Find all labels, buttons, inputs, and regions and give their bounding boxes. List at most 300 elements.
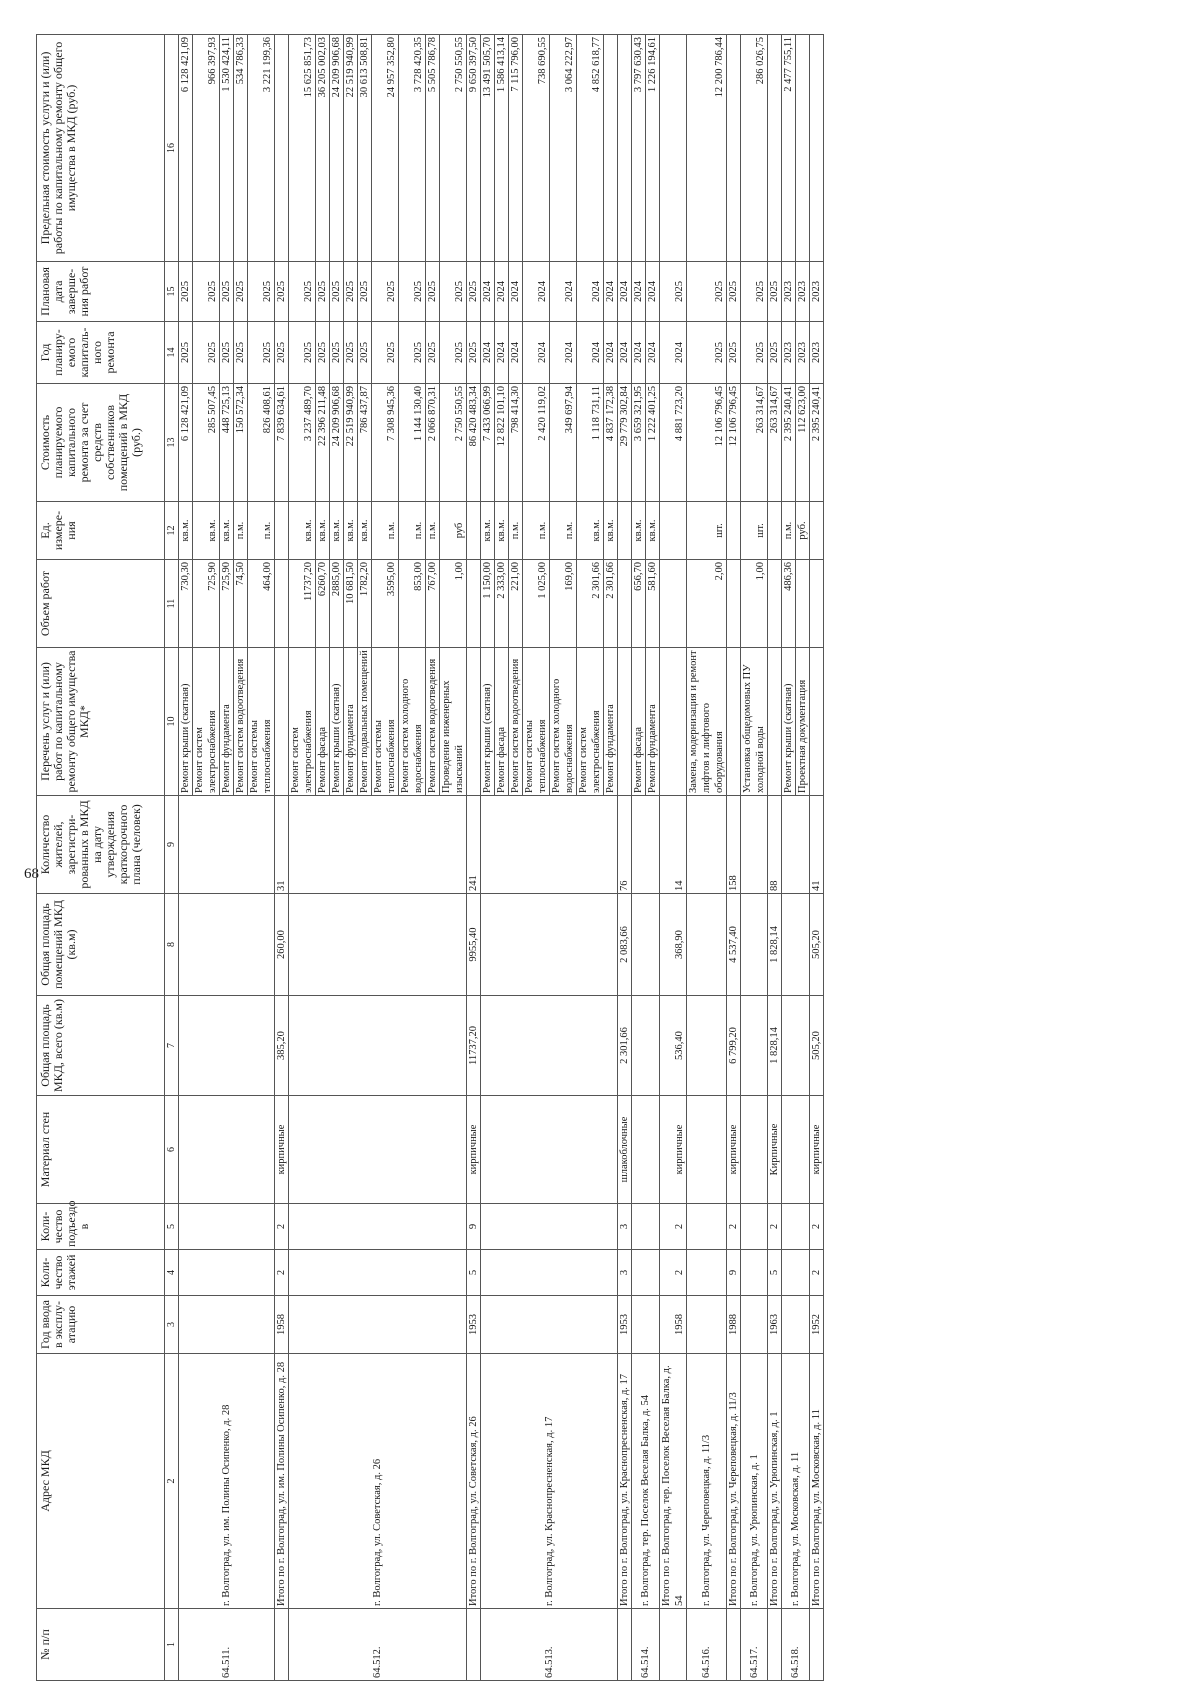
work-year: 2025 (179, 322, 193, 384)
floors-count: 2 (810, 1250, 824, 1296)
work-cost: 786 437,87 (358, 384, 372, 502)
column-header: Ед. измере-ния (37, 502, 165, 560)
wall-material: кирпичные (275, 1096, 289, 1204)
work-cost: 1 118 731,11 (577, 384, 604, 502)
empty-cell (467, 502, 481, 560)
row-number: 64.518. (782, 1609, 810, 1681)
work-limit-cost: 3 797 630,43 (632, 35, 646, 262)
empty-cell (687, 796, 727, 894)
work-limit-cost: 24 957 352,80 (372, 35, 399, 262)
work-name: Ремонт крыши (скатная) (330, 648, 344, 796)
work-name: Проведение инженерных изысканий (440, 648, 467, 796)
address: г. Волгоград, тер. Поселок Веселая Балка, д. 54 (632, 1354, 660, 1609)
empty-cell (179, 1296, 275, 1354)
entrances-count: 2 (727, 1204, 741, 1250)
work-completion-date: 2025 (358, 262, 372, 322)
header-row (37, 35, 165, 1681)
work-cost: 448 725,13 (220, 384, 234, 502)
work-quantity: 2,00 (687, 560, 727, 648)
work-unit: кв.м. (646, 502, 660, 560)
work-limit-cost: 24 209 906,68 (330, 35, 344, 262)
premises-area: 2 083,66 (618, 894, 632, 996)
work-cost: 24 209 906,68 (330, 384, 344, 502)
work-quantity: 853,00 (399, 560, 426, 648)
premises-area: 368,90 (660, 894, 687, 996)
empty-cell (481, 796, 618, 894)
work-quantity: 3595,00 (372, 560, 399, 648)
empty-cell (782, 996, 810, 1096)
floors-count: 3 (618, 1250, 632, 1296)
work-year: 2024 (509, 322, 523, 384)
total-completion-date: 2025 (768, 262, 782, 322)
work-unit: кв.м. (577, 502, 604, 560)
work-quantity: 1782,20 (358, 560, 372, 648)
work-unit: кв.м. (179, 502, 193, 560)
empty-cell (727, 560, 741, 648)
empty-cell (741, 1204, 768, 1250)
work-completion-date: 2024 (481, 262, 495, 322)
residents-count: 31 (275, 796, 289, 894)
work-completion-date: 2025 (193, 262, 220, 322)
row-number: 64.511. (179, 1609, 275, 1681)
work-year: 2025 (248, 322, 275, 384)
work-quantity: 11737,20 (289, 560, 316, 648)
empty-cell (632, 1296, 660, 1354)
total-row (727, 35, 741, 1681)
column-header: Перечень услуг и (или) работ по капитальному ремонту общего имущества МКД* (37, 648, 165, 796)
work-unit: кв.м. (632, 502, 646, 560)
work-unit: руб (440, 502, 467, 560)
column-number: 13 (165, 384, 179, 502)
empty-cell (289, 894, 467, 996)
work-quantity: 725,90 (220, 560, 234, 648)
work-year: 2025 (741, 322, 768, 384)
total-label: Итого по г. Волгоград, ул. Краснопресненская, д. 17 (618, 1354, 632, 1609)
work-row (179, 35, 193, 1681)
work-quantity: 1 150,00 (481, 560, 495, 648)
work-year: 2025 (234, 322, 248, 384)
empty-cell (467, 1609, 481, 1681)
work-cost: 349 697,94 (550, 384, 577, 502)
work-limit-cost: 3 728 420,35 (399, 35, 426, 262)
column-header: Год ввода в эксплу-атацию (37, 1296, 165, 1354)
table-body (179, 35, 824, 1681)
work-completion-date: 2025 (179, 262, 193, 322)
column-number: 14 (165, 322, 179, 384)
total-completion-date: 2025 (275, 262, 289, 322)
work-name: Ремонт систем электроснабжения (193, 648, 220, 796)
work-limit-cost: 3 064 222,97 (550, 35, 577, 262)
empty-cell (467, 648, 481, 796)
empty-cell (179, 796, 275, 894)
work-name: Ремонт системы теплоснабжения (248, 648, 275, 796)
work-limit-cost: 2 477 755,11 (782, 35, 796, 262)
total-label: Итого по г. Волгоград, ул. Урюпинская, д. 1 (768, 1354, 782, 1609)
work-completion-date: 2023 (796, 262, 810, 322)
work-year: 2024 (577, 322, 604, 384)
work-cost: 826 408,61 (248, 384, 275, 502)
page-number: 68 (24, 866, 39, 882)
total-row (660, 35, 687, 1681)
total-year: 2024 (660, 322, 687, 384)
column-header: № п/п (37, 1609, 165, 1681)
work-completion-date: 2025 (399, 262, 426, 322)
total-row (467, 35, 481, 1681)
work-quantity: 10 681,50 (344, 560, 358, 648)
work-cost: 3 237 489,70 (289, 384, 316, 502)
row-number: 64.517. (741, 1609, 768, 1681)
residents-count: 76 (618, 796, 632, 894)
work-quantity: 464,00 (248, 560, 275, 648)
work-year: 2025 (440, 322, 467, 384)
empty-cell (687, 1250, 727, 1296)
entrances-count: 9 (467, 1204, 481, 1250)
column-number: 10 (165, 648, 179, 796)
work-limit-cost: 1 530 424,11 (220, 35, 234, 262)
work-completion-date: 2023 (782, 262, 796, 322)
work-unit: п.м. (372, 502, 399, 560)
work-completion-date: 2025 (372, 262, 399, 322)
work-year: 2023 (796, 322, 810, 384)
work-unit: п.м. (234, 502, 248, 560)
total-year: 2024 (618, 322, 632, 384)
work-quantity: 730,30 (179, 560, 193, 648)
work-unit: кв.м. (358, 502, 372, 560)
work-limit-cost: 534 786,33 (234, 35, 248, 262)
wall-material: кирпичные (810, 1096, 824, 1204)
work-year: 2024 (646, 322, 660, 384)
work-name: Установка общедомовых ПУ холодной воды (741, 648, 768, 796)
entrances-count: 2 (810, 1204, 824, 1250)
work-year: 2025 (220, 322, 234, 384)
empty-cell (727, 648, 741, 796)
empty-cell (632, 1096, 660, 1204)
empty-cell (810, 1609, 824, 1681)
total-limit-cost (768, 35, 782, 262)
column-number: 16 (165, 35, 179, 262)
work-quantity: 581,60 (646, 560, 660, 648)
empty-cell (782, 894, 810, 996)
empty-cell (618, 502, 632, 560)
wall-material: шлакоблочные (618, 1096, 632, 1204)
total-area: 6 799,20 (727, 996, 741, 1096)
entrances-count: 3 (618, 1204, 632, 1250)
work-year: 2024 (495, 322, 509, 384)
work-unit: кв.м. (193, 502, 220, 560)
work-cost: 22 519 940,99 (344, 384, 358, 502)
total-label: Итого по г. Волгоград, ул. Череповецкая, д. 11/3 (727, 1354, 741, 1609)
empty-cell (289, 996, 467, 1096)
work-limit-cost: 4 852 618,77 (577, 35, 604, 262)
work-completion-date: 2024 (495, 262, 509, 322)
work-limit-cost: 1 586 413,14 (495, 35, 509, 262)
work-cost: 1 144 130,40 (399, 384, 426, 502)
column-header: Объем работ (37, 560, 165, 648)
entrances-count: 2 (660, 1204, 687, 1250)
total-label: Итого по г. Волгоград, ул. Советская, д. 26 (467, 1354, 481, 1609)
address: г. Волгоград, ул. Советская, д. 26 (289, 1354, 467, 1609)
column-number: 12 (165, 502, 179, 560)
total-row (768, 35, 782, 1681)
work-year: 2025 (687, 322, 727, 384)
work-unit: п.м. (509, 502, 523, 560)
work-name: Ремонт фундамента (344, 648, 358, 796)
entrances-count: 2 (275, 1204, 289, 1250)
empty-cell (687, 1096, 727, 1204)
work-cost: 7 308 945,36 (372, 384, 399, 502)
floors-count: 2 (275, 1250, 289, 1296)
build-year: 1958 (660, 1296, 687, 1354)
address: г. Волгоград, ул. им. Полины Осипенко, д. 28 (179, 1354, 275, 1609)
work-unit: кв.м. (289, 502, 316, 560)
work-unit: кв.м. (481, 502, 495, 560)
work-name: Ремонт крыши (скатная) (782, 648, 796, 796)
work-name: Ремонт фасада (632, 648, 646, 796)
empty-cell (275, 648, 289, 796)
column-number: 2 (165, 1354, 179, 1609)
work-quantity: 6260,70 (316, 560, 330, 648)
work-limit-cost: 966 397,93 (193, 35, 220, 262)
work-name: Ремонт фасада (495, 648, 509, 796)
empty-cell (687, 996, 727, 1096)
empty-cell (179, 1096, 275, 1204)
premises-area: 4 537,40 (727, 894, 741, 996)
work-completion-date: 2025 (741, 262, 768, 322)
work-quantity: 656,70 (632, 560, 646, 648)
work-year: 2025 (289, 322, 316, 384)
column-header: Количество жителей, зарегистри-рованных в МКД на дату утверждения краткосрочного плана (человек) (37, 796, 165, 894)
total-limit-cost (275, 35, 289, 262)
empty-cell (687, 1204, 727, 1250)
work-year: 2025 (358, 322, 372, 384)
work-limit-cost: 12 200 786,44 (687, 35, 727, 262)
work-name: Ремонт систем водоотведения (509, 648, 523, 796)
work-cost: 4 837 172,38 (604, 384, 618, 502)
work-cost: 1 222 401,25 (646, 384, 660, 502)
total-row (275, 35, 289, 1681)
total-area: 536,40 (660, 996, 687, 1096)
column-header: Стоимость планируемого капитального ремонта за счет средств собственников помещений в МКД (руб.) (37, 384, 165, 502)
empty-cell (618, 648, 632, 796)
work-name: Ремонт систем холодного водоснабжения (399, 648, 426, 796)
empty-cell (481, 1096, 618, 1204)
total-area: 11737,20 (467, 996, 481, 1096)
total-cost: 12 106 796,45 (727, 384, 741, 502)
work-unit: шт. (741, 502, 768, 560)
work-cost: 12 106 796,45 (687, 384, 727, 502)
empty-cell (660, 502, 687, 560)
column-number: 6 (165, 1096, 179, 1204)
work-quantity: 74,50 (234, 560, 248, 648)
total-limit-cost: 9 650 397,50 (467, 35, 481, 262)
empty-cell (481, 1250, 618, 1296)
work-name: Ремонт систем электроснабжения (577, 648, 604, 796)
residents-count: 14 (660, 796, 687, 894)
work-year: 2025 (372, 322, 399, 384)
empty-cell (179, 1250, 275, 1296)
empty-cell (768, 560, 782, 648)
total-year: 2025 (467, 322, 481, 384)
total-cost: 7 839 634,61 (275, 384, 289, 502)
column-number: 1 (165, 1609, 179, 1681)
empty-cell (289, 1250, 467, 1296)
work-limit-cost: 5 505 786,78 (426, 35, 440, 262)
empty-cell (289, 796, 467, 894)
column-number: 3 (165, 1296, 179, 1354)
column-header: Плановая дата заверше-ния работ (37, 262, 165, 322)
work-year: 2025 (193, 322, 220, 384)
work-unit: кв.м. (330, 502, 344, 560)
wall-material: кирпичные (467, 1096, 481, 1204)
work-quantity: 2885,00 (330, 560, 344, 648)
empty-cell (289, 1296, 467, 1354)
work-limit-cost: 1 226 194,61 (646, 35, 660, 262)
work-year: 2025 (426, 322, 440, 384)
work-cost: 7 433 066,99 (481, 384, 495, 502)
work-year: 2023 (782, 322, 796, 384)
work-completion-date: 2024 (577, 262, 604, 322)
work-name: Замена, модернизация и ремонт лифтов и лифтового оборудования (687, 648, 727, 796)
total-completion-date: 2023 (810, 262, 824, 322)
premises-area: 1 828,14 (768, 894, 782, 996)
empty-cell (660, 560, 687, 648)
work-limit-cost (604, 35, 618, 262)
work-name: Ремонт фасада (316, 648, 330, 796)
work-row (687, 35, 727, 1681)
work-limit-cost: 36 205 002,03 (316, 35, 330, 262)
column-header: Год планиру-емого капиталь-ного ремонта (37, 322, 165, 384)
work-limit-cost: 3 221 199,36 (248, 35, 275, 262)
floors-count: 5 (768, 1250, 782, 1296)
work-completion-date: 2024 (632, 262, 646, 322)
total-completion-date: 2025 (467, 262, 481, 322)
empty-cell (768, 502, 782, 560)
column-header: Коли-чество подъездо в (37, 1204, 165, 1250)
work-quantity: 221,00 (509, 560, 523, 648)
empty-cell (660, 648, 687, 796)
work-name: Ремонт систем водоотведения (234, 648, 248, 796)
work-cost: 12 822 101,10 (495, 384, 509, 502)
empty-cell (810, 502, 824, 560)
total-completion-date: 2024 (618, 262, 632, 322)
row-number: 64.514. (632, 1609, 660, 1681)
repair-plan-table (36, 34, 824, 1681)
work-name: Ремонт системы теплоснабжения (523, 648, 550, 796)
empty-cell (179, 996, 275, 1096)
empty-cell (727, 502, 741, 560)
work-quantity: 767,00 (426, 560, 440, 648)
empty-cell (467, 560, 481, 648)
work-completion-date: 2024 (646, 262, 660, 322)
build-year: 1988 (727, 1296, 741, 1354)
column-number: 15 (165, 262, 179, 322)
work-name: Ремонт систем холодного водоснабжения (550, 648, 577, 796)
work-cost: 798 414,30 (509, 384, 523, 502)
address: г. Волгоград, ул. Череповецкая, д. 11/3 (687, 1354, 727, 1609)
work-quantity: 2 333,00 (495, 560, 509, 648)
work-cost: 2 066 870,31 (426, 384, 440, 502)
rotated-table-container (36, 35, 1186, 1681)
work-unit: п.м. (426, 502, 440, 560)
empty-cell (741, 996, 768, 1096)
work-year: 2024 (604, 322, 618, 384)
empty-cell (481, 996, 618, 1096)
work-limit-cost: 22 519 940,99 (344, 35, 358, 262)
build-year: 1952 (810, 1296, 824, 1354)
total-row (810, 35, 824, 1681)
work-unit: п.м. (248, 502, 275, 560)
work-limit-cost: 6 128 421,09 (179, 35, 193, 262)
work-quantity: 1,00 (741, 560, 768, 648)
work-name: Ремонт системы теплоснабжения (372, 648, 399, 796)
column-number-row (165, 35, 179, 1681)
work-quantity: 169,00 (550, 560, 577, 648)
column-header: Адрес МКД (37, 1354, 165, 1609)
work-year: 2025 (330, 322, 344, 384)
total-label: Итого по г. Волгоград, тер. Поселок Веселая Балка, д. 54 (660, 1354, 687, 1609)
total-area: 1 828,14 (768, 996, 782, 1096)
work-row (782, 35, 796, 1681)
empty-cell (289, 1096, 467, 1204)
work-year: 2024 (632, 322, 646, 384)
total-limit-cost (660, 35, 687, 262)
empty-cell (782, 796, 810, 894)
work-limit-cost (796, 35, 810, 262)
total-limit-cost (618, 35, 632, 262)
work-limit-cost: 15 625 851,73 (289, 35, 316, 262)
total-completion-date: 2025 (727, 262, 741, 322)
work-quantity: 1 025,00 (523, 560, 550, 648)
total-year: 2025 (275, 322, 289, 384)
build-year: 1958 (275, 1296, 289, 1354)
work-limit-cost: 738 690,55 (523, 35, 550, 262)
column-header: Предельная стоимость услуги и (или) работы по капитальному ремонту общего имущества в МКД (руб.) (37, 35, 165, 262)
work-unit: кв.м. (604, 502, 618, 560)
premises-area: 260,00 (275, 894, 289, 996)
empty-cell (741, 796, 768, 894)
work-completion-date: 2025 (426, 262, 440, 322)
work-quantity: 1,00 (440, 560, 467, 648)
address: г. Волгоград, ул. Краснопресненская, д. 17 (481, 1354, 618, 1609)
work-row (481, 35, 495, 1681)
work-unit: п.м. (782, 502, 796, 560)
work-cost: 6 128 421,09 (179, 384, 193, 502)
work-unit: руб. (796, 502, 810, 560)
address: г. Волгоград, ул. Московская, д. 11 (782, 1354, 810, 1609)
work-row (289, 35, 316, 1681)
work-completion-date: 2025 (234, 262, 248, 322)
empty-cell (632, 996, 660, 1096)
build-year: 1953 (618, 1296, 632, 1354)
total-year: 2023 (810, 322, 824, 384)
total-cost: 29 779 302,84 (618, 384, 632, 502)
work-year: 2024 (481, 322, 495, 384)
premises-area: 505,20 (810, 894, 824, 996)
wall-material: кирпичные (660, 1096, 687, 1204)
empty-cell (810, 648, 824, 796)
work-unit: п.м. (550, 502, 577, 560)
residents-count: 41 (810, 796, 824, 894)
work-unit: шт. (687, 502, 727, 560)
empty-cell (727, 1609, 741, 1681)
work-year: 2025 (399, 322, 426, 384)
empty-cell (618, 1609, 632, 1681)
empty-cell (687, 894, 727, 996)
wall-material: Кирпичные (768, 1096, 782, 1204)
total-label: Итого по г. Волгоград, ул. Московская, д. 11 (810, 1354, 824, 1609)
work-completion-date: 2025 (687, 262, 727, 322)
empty-cell (782, 1296, 810, 1354)
